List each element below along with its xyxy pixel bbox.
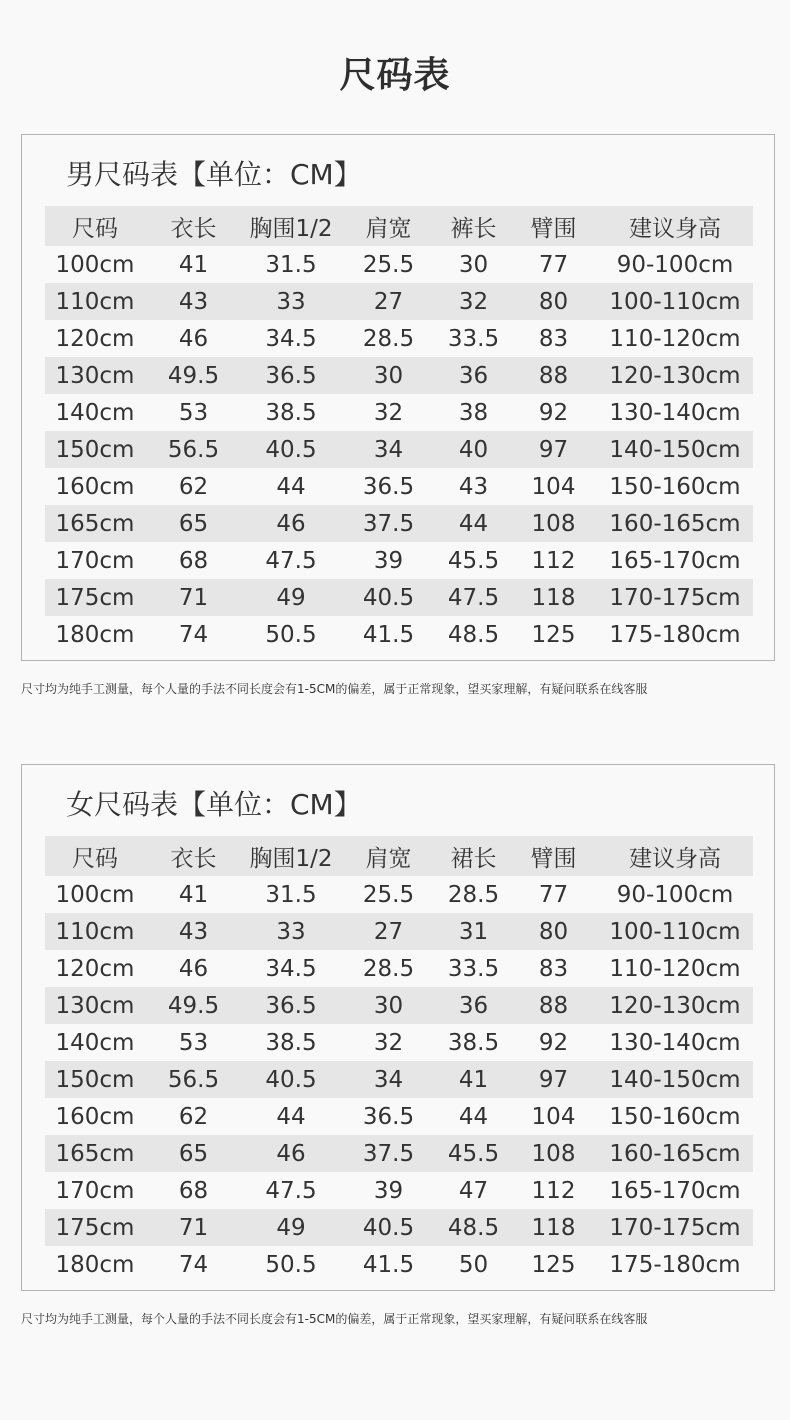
table-row	[45, 987, 753, 1024]
column-header: 尺码	[45, 836, 145, 876]
table-header-row	[45, 206, 753, 246]
table-cell: 104	[531, 473, 576, 500]
table-cell: 47.5	[265, 547, 317, 574]
table-cell: 83	[538, 955, 569, 982]
table-row	[45, 357, 753, 394]
table-cell: 80	[510, 283, 597, 320]
table-cell: 47.5	[437, 579, 510, 616]
table-cell: 120-130cm	[597, 357, 753, 394]
table-cell: 50.5	[265, 1251, 317, 1278]
table-cell: 160-165cm	[597, 505, 753, 542]
table-cell: 170-175cm	[597, 1209, 753, 1246]
table-cell: 36	[437, 357, 510, 394]
column-header: 臂围	[510, 836, 597, 876]
table-row	[45, 1246, 753, 1283]
table-cell: 125	[531, 621, 576, 648]
table-cell: 150-160cm	[609, 1103, 741, 1130]
table-cell: 37.5	[340, 505, 437, 542]
table-cell: 180cm	[55, 1251, 135, 1278]
table-cell: 32	[373, 399, 404, 426]
table-cell: 160cm	[55, 473, 135, 500]
table-cell: 90-100cm	[616, 251, 734, 278]
women-chart-title: 女尺码表【单位：CM】	[66, 788, 362, 821]
table-cell: 165cm	[45, 505, 145, 542]
table-cell: 40.5	[340, 1209, 437, 1246]
table-row	[45, 246, 753, 283]
women-size-table	[45, 836, 753, 1283]
column-header: 建议身高	[597, 206, 753, 246]
table-cell: 118	[510, 579, 597, 616]
table-cell: 108	[510, 1135, 597, 1172]
table-cell: 28.5	[362, 955, 415, 982]
table-cell: 180cm	[55, 621, 135, 648]
table-cell: 41	[437, 1061, 510, 1098]
table-cell: 34	[340, 431, 437, 468]
table-cell: 120cm	[55, 325, 135, 352]
table-cell: 46	[178, 325, 209, 352]
table-cell: 56.5	[145, 431, 242, 468]
women-measurement-note: 尺寸均为纯手工测量，每个人量的手法不同长度会有1-5CM的偏差，属于正常现象，望买家理解，有疑问联系在线客服	[21, 1312, 648, 1326]
table-cell: 92	[538, 1029, 569, 1056]
table-cell: 31.5	[265, 251, 317, 278]
table-cell: 165cm	[45, 1135, 145, 1172]
table-cell: 140cm	[55, 1029, 135, 1056]
table-row	[45, 1135, 753, 1172]
table-cell: 50	[458, 1251, 489, 1278]
table-cell: 40.5	[242, 431, 340, 468]
table-cell: 110-120cm	[609, 325, 741, 352]
table-cell: 56.5	[145, 1061, 242, 1098]
table-cell: 68	[178, 1177, 209, 1204]
women-size-chart	[21, 764, 775, 1291]
table-cell: 48.5	[437, 1209, 510, 1246]
table-cell: 44	[458, 1103, 489, 1130]
table-row	[45, 913, 753, 950]
men-size-table	[45, 206, 753, 653]
table-cell: 74	[178, 621, 209, 648]
table-cell: 34.5	[265, 955, 317, 982]
table-cell: 33.5	[447, 325, 500, 352]
table-cell: 110cm	[45, 283, 145, 320]
column-header: 肩宽	[340, 836, 437, 876]
table-cell: 36.5	[242, 357, 340, 394]
column-header: 臂围	[510, 206, 597, 246]
column-header: 胸围1/2	[242, 206, 340, 246]
table-cell: 88	[510, 987, 597, 1024]
table-cell: 41.5	[362, 621, 415, 648]
table-cell: 31	[437, 913, 510, 950]
men-size-chart	[21, 134, 775, 661]
table-cell: 130-140cm	[609, 1029, 741, 1056]
table-cell: 175-180cm	[609, 621, 741, 648]
table-cell: 97	[510, 1061, 597, 1098]
table-row	[45, 950, 753, 987]
table-cell: 47	[458, 1177, 489, 1204]
table-cell: 110-120cm	[609, 955, 741, 982]
table-cell: 130cm	[45, 357, 145, 394]
table-row	[45, 468, 753, 505]
table-cell: 71	[145, 1209, 242, 1246]
table-cell: 104	[531, 1103, 576, 1130]
table-row	[45, 320, 753, 357]
table-cell: 43	[458, 473, 489, 500]
table-cell: 31.5	[265, 881, 317, 908]
table-cell: 53	[178, 1029, 209, 1056]
table-cell: 27	[340, 283, 437, 320]
table-cell: 97	[510, 431, 597, 468]
table-cell: 44	[276, 473, 306, 500]
table-cell: 175-180cm	[609, 1251, 741, 1278]
table-cell: 32	[437, 283, 510, 320]
table-row	[45, 616, 753, 653]
table-cell: 37.5	[340, 1135, 437, 1172]
table-cell: 175cm	[45, 1209, 145, 1246]
table-row	[45, 1172, 753, 1209]
table-row	[45, 431, 753, 468]
table-cell: 44	[276, 1103, 306, 1130]
table-cell: 112	[531, 1177, 576, 1204]
table-cell: 36.5	[362, 473, 415, 500]
table-cell: 88	[510, 357, 597, 394]
table-row	[45, 1209, 753, 1246]
table-row	[45, 1061, 753, 1098]
table-cell: 49.5	[145, 987, 242, 1024]
table-cell: 34.5	[265, 325, 317, 352]
table-cell: 33.5	[447, 955, 500, 982]
table-cell: 160cm	[55, 1103, 135, 1130]
table-cell: 71	[145, 579, 242, 616]
table-cell: 150cm	[45, 431, 145, 468]
table-cell: 100-110cm	[597, 913, 753, 950]
table-cell: 65	[145, 505, 242, 542]
table-cell: 38.5	[265, 399, 317, 426]
table-cell: 45.5	[437, 1135, 510, 1172]
table-cell: 100cm	[55, 251, 135, 278]
table-cell: 38	[458, 399, 489, 426]
table-cell: 125	[531, 1251, 576, 1278]
table-cell: 68	[178, 547, 209, 574]
table-cell: 36.5	[362, 1103, 415, 1130]
table-cell: 170cm	[55, 547, 135, 574]
table-cell: 40	[437, 431, 510, 468]
table-row	[45, 542, 753, 579]
table-cell: 108	[510, 505, 597, 542]
table-cell: 77	[538, 881, 569, 908]
column-header: 尺码	[45, 206, 145, 246]
table-cell: 77	[538, 251, 569, 278]
table-cell: 38.5	[447, 1029, 500, 1056]
table-cell: 39	[373, 1177, 404, 1204]
table-cell: 46	[178, 955, 209, 982]
column-header: 肩宽	[340, 206, 437, 246]
table-cell: 41	[178, 251, 209, 278]
table-cell: 40.5	[340, 579, 437, 616]
table-cell: 165-170cm	[609, 1177, 741, 1204]
table-cell: 33	[242, 913, 340, 950]
table-cell: 36.5	[242, 987, 340, 1024]
table-cell: 43	[145, 913, 242, 950]
table-cell: 112	[531, 547, 576, 574]
table-cell: 49	[242, 579, 340, 616]
table-cell: 50.5	[265, 621, 317, 648]
table-cell: 62	[178, 1103, 209, 1130]
table-cell: 92	[538, 399, 569, 426]
table-cell: 36	[437, 987, 510, 1024]
table-cell: 28.5	[447, 881, 500, 908]
table-cell: 120cm	[55, 955, 135, 982]
table-cell: 33	[242, 283, 340, 320]
table-cell: 41.5	[362, 1251, 415, 1278]
table-row	[45, 579, 753, 616]
table-cell: 100cm	[55, 881, 135, 908]
column-header: 衣长	[145, 836, 242, 876]
men-chart-title: 男尺码表【单位：CM】	[66, 158, 362, 191]
column-header: 裤长	[437, 206, 510, 246]
table-cell: 74	[178, 1251, 209, 1278]
table-row	[45, 1098, 753, 1135]
table-row	[45, 1024, 753, 1061]
table-cell: 170cm	[55, 1177, 135, 1204]
table-cell: 165-170cm	[609, 547, 741, 574]
column-header: 建议身高	[597, 836, 753, 876]
table-cell: 53	[178, 399, 209, 426]
table-cell: 130-140cm	[609, 399, 741, 426]
table-cell: 41	[178, 881, 209, 908]
table-cell: 30	[340, 987, 437, 1024]
men-measurement-note: 尺寸均为纯手工测量，每个人量的手法不同长度会有1-5CM的偏差，属于正常现象，望买家理解，有疑问联系在线客服	[21, 682, 648, 696]
table-cell: 32	[373, 1029, 404, 1056]
table-header-row	[45, 836, 753, 876]
table-cell: 46	[242, 1135, 340, 1172]
table-cell: 45.5	[447, 547, 500, 574]
table-row	[45, 283, 753, 320]
table-cell: 27	[340, 913, 437, 950]
table-cell: 140cm	[55, 399, 135, 426]
table-cell: 175cm	[45, 579, 145, 616]
page-title: 尺码表	[339, 55, 451, 96]
table-cell: 46	[242, 505, 340, 542]
table-cell: 140-150cm	[597, 1061, 753, 1098]
table-cell: 48.5	[447, 621, 500, 648]
table-cell: 25.5	[362, 251, 415, 278]
table-cell: 140-150cm	[597, 431, 753, 468]
table-cell: 160-165cm	[597, 1135, 753, 1172]
table-cell: 44	[437, 505, 510, 542]
table-cell: 120-130cm	[597, 987, 753, 1024]
table-row	[45, 876, 753, 913]
table-cell: 83	[538, 325, 569, 352]
column-header: 裙长	[437, 836, 510, 876]
table-row	[45, 505, 753, 542]
table-cell: 28.5	[362, 325, 415, 352]
table-cell: 34	[340, 1061, 437, 1098]
table-cell: 38.5	[265, 1029, 317, 1056]
table-cell: 40.5	[242, 1061, 340, 1098]
table-cell: 90-100cm	[616, 881, 734, 908]
table-cell: 25.5	[362, 881, 415, 908]
table-cell: 110cm	[45, 913, 145, 950]
table-cell: 65	[145, 1135, 242, 1172]
column-header: 衣长	[145, 206, 242, 246]
table-row	[45, 394, 753, 431]
table-cell: 30	[340, 357, 437, 394]
table-cell: 170-175cm	[597, 579, 753, 616]
table-cell: 118	[510, 1209, 597, 1246]
table-cell: 43	[145, 283, 242, 320]
table-cell: 150-160cm	[609, 473, 741, 500]
table-cell: 62	[178, 473, 209, 500]
table-cell: 30	[458, 251, 489, 278]
table-cell: 49.5	[145, 357, 242, 394]
table-cell: 130cm	[45, 987, 145, 1024]
column-header: 胸围1/2	[242, 836, 340, 876]
table-cell: 49	[242, 1209, 340, 1246]
table-cell: 150cm	[45, 1061, 145, 1098]
table-cell: 47.5	[265, 1177, 317, 1204]
table-cell: 100-110cm	[597, 283, 753, 320]
table-cell: 39	[373, 547, 404, 574]
table-cell: 80	[510, 913, 597, 950]
